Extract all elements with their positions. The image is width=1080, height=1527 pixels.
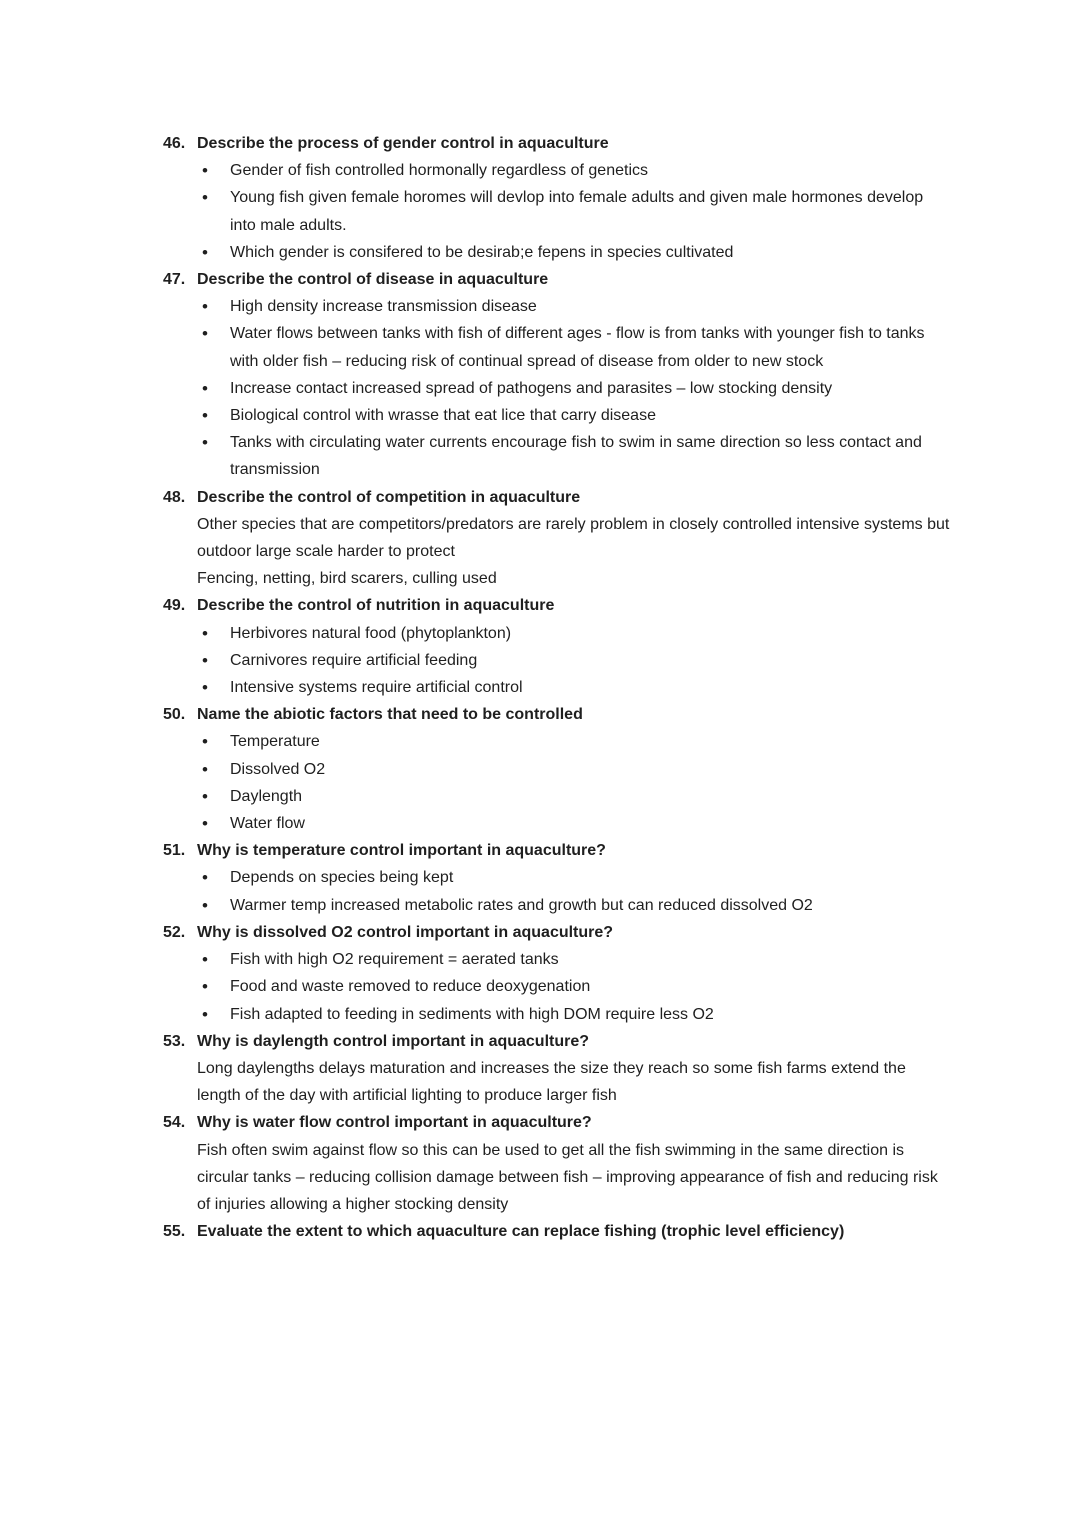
question-heading: [163, 1109, 953, 1136]
answer-bullet: • Temperature: [163, 728, 953, 755]
question-number: 48.: [163, 488, 186, 506]
question-item: [163, 592, 953, 701]
question-heading: [163, 1028, 953, 1055]
answer-bullet: • Which gender is consifered to be desirab;e fepens in species cultivated: [163, 239, 953, 266]
answer-bullet: • Warmer temp increased metabolic rates and growth but can reduced dissolved O2: [163, 892, 953, 919]
question-list: [163, 130, 953, 1245]
answer-bullet: • High density increase transmission disease: [163, 293, 953, 320]
answer-bullet-list: [163, 620, 953, 702]
answer-bullet-list: [163, 293, 953, 483]
answer-bullet-list: [163, 157, 953, 266]
question-number: 51.: [163, 842, 186, 860]
question-heading: [163, 919, 953, 946]
question-item: [163, 1109, 953, 1218]
answer-bullet: • Fish with high O2 requirement = aerated tanks: [163, 946, 953, 973]
answer-bullet: • Water flows between tanks with fish of different ages - flow is from tanks with younger fish to tanks with older fish – reducing risk of continual spread of disease from older to new stock: [163, 320, 953, 374]
answer-bullet: • Gender of fish controlled hormonally regardless of genetics: [163, 157, 953, 184]
answer-bullet: • Young fish given female horomes will devlop into female adults and given male hormones develop into male adults.: [163, 184, 953, 238]
answer-bullet-list: [163, 946, 953, 1028]
answer-bullet: • Depends on species being kept: [163, 864, 953, 891]
question-item: [163, 1218, 953, 1245]
answer-bullet-list: [163, 864, 953, 918]
question-item: [163, 1028, 953, 1110]
question-number: 55.: [163, 1223, 186, 1241]
answer-paragraph: Long daylengths delays maturation and increases the size they reach so some fish farms extend the length of the day with artificial lighting to produce larger fish: [197, 1059, 906, 1105]
question-number: 49.: [163, 597, 186, 615]
question-item: [163, 837, 953, 919]
answer-bullet: • Intensive systems require artificial control: [163, 674, 953, 701]
question-number: 47.: [163, 271, 186, 289]
question-heading: [163, 837, 953, 864]
answer-bullet: • Tanks with circulating water currents encourage fish to swim in same direction so less contact and transmission: [163, 429, 953, 483]
question-number: 46.: [163, 135, 186, 152]
answer-bullet: • Herbivores natural food (phytoplankton): [163, 620, 953, 647]
question-number: 53.: [163, 1032, 186, 1050]
question-heading: [163, 592, 953, 619]
answer-bullet: • Carnivores require artificial feeding: [163, 647, 953, 674]
question-heading: [163, 1218, 953, 1245]
answer-paragraph: Other species that are competitors/predators are rarely problem in closely controlled intensive systems but outdoor large scale harder to protect: [197, 515, 950, 561]
question-title: Why is temperature control important in aquaculture?: [197, 842, 606, 860]
answer-paragraph: Fencing, netting, bird scarers, culling used: [197, 570, 497, 588]
answer-bullet: • Water flow: [163, 810, 953, 837]
answer-bullet: • Increase contact increased spread of pathogens and parasites – low stocking density: [163, 375, 953, 402]
answer-bullet: • Daylength: [163, 783, 953, 810]
question-heading: [163, 484, 953, 511]
question-item: [163, 701, 953, 837]
question-title: Why is water flow control important in aquaculture?: [197, 1114, 592, 1132]
question-number: 52.: [163, 923, 186, 941]
answer-paragraph: Fish often swim against flow so this can be used to get all the fish swimming in the same direction is circular tanks – reducing collision damage between fish – improving appearance of fish and reducing risk of injuries allowing a higher stocking density: [197, 1141, 938, 1213]
question-item: [163, 919, 953, 1028]
question-heading: [163, 701, 953, 728]
question-heading: [163, 130, 953, 157]
answer-bullet: • Biological control with wrasse that eat lice that carry disease: [163, 402, 953, 429]
question-heading: [163, 266, 953, 293]
question-title: Describe the control of disease in aquaculture: [197, 271, 549, 289]
question-title: Why is dissolved O2 control important in aquaculture?: [197, 923, 614, 941]
answer-bullet: • Fish adapted to feeding in sediments with high DOM require less O2: [163, 1001, 953, 1028]
answer-bullet-list: [163, 728, 953, 837]
answer-bullet: • Dissolved O2: [163, 756, 953, 783]
answer-bullet: • Food and waste removed to reduce deoxygenation: [163, 973, 953, 1000]
question-title: Describe the control of nutrition in aquaculture: [197, 597, 555, 615]
question-item: [163, 266, 953, 484]
question-title: Describe the control of competition in aquaculture: [197, 488, 581, 506]
question-title: Describe the process of gender control in aquaculture: [197, 135, 609, 152]
question-number: 50.: [163, 706, 186, 724]
question-item: [163, 484, 953, 593]
question-title: Evaluate the extent to which aquaculture can replace fishing (trophic level efficiency): [197, 1223, 845, 1241]
question-item: [163, 130, 953, 266]
question-title: Name the abiotic factors that need to be controlled: [197, 706, 583, 724]
question-title: Why is daylength control important in aquaculture?: [197, 1032, 590, 1050]
question-number: 54.: [163, 1114, 186, 1132]
